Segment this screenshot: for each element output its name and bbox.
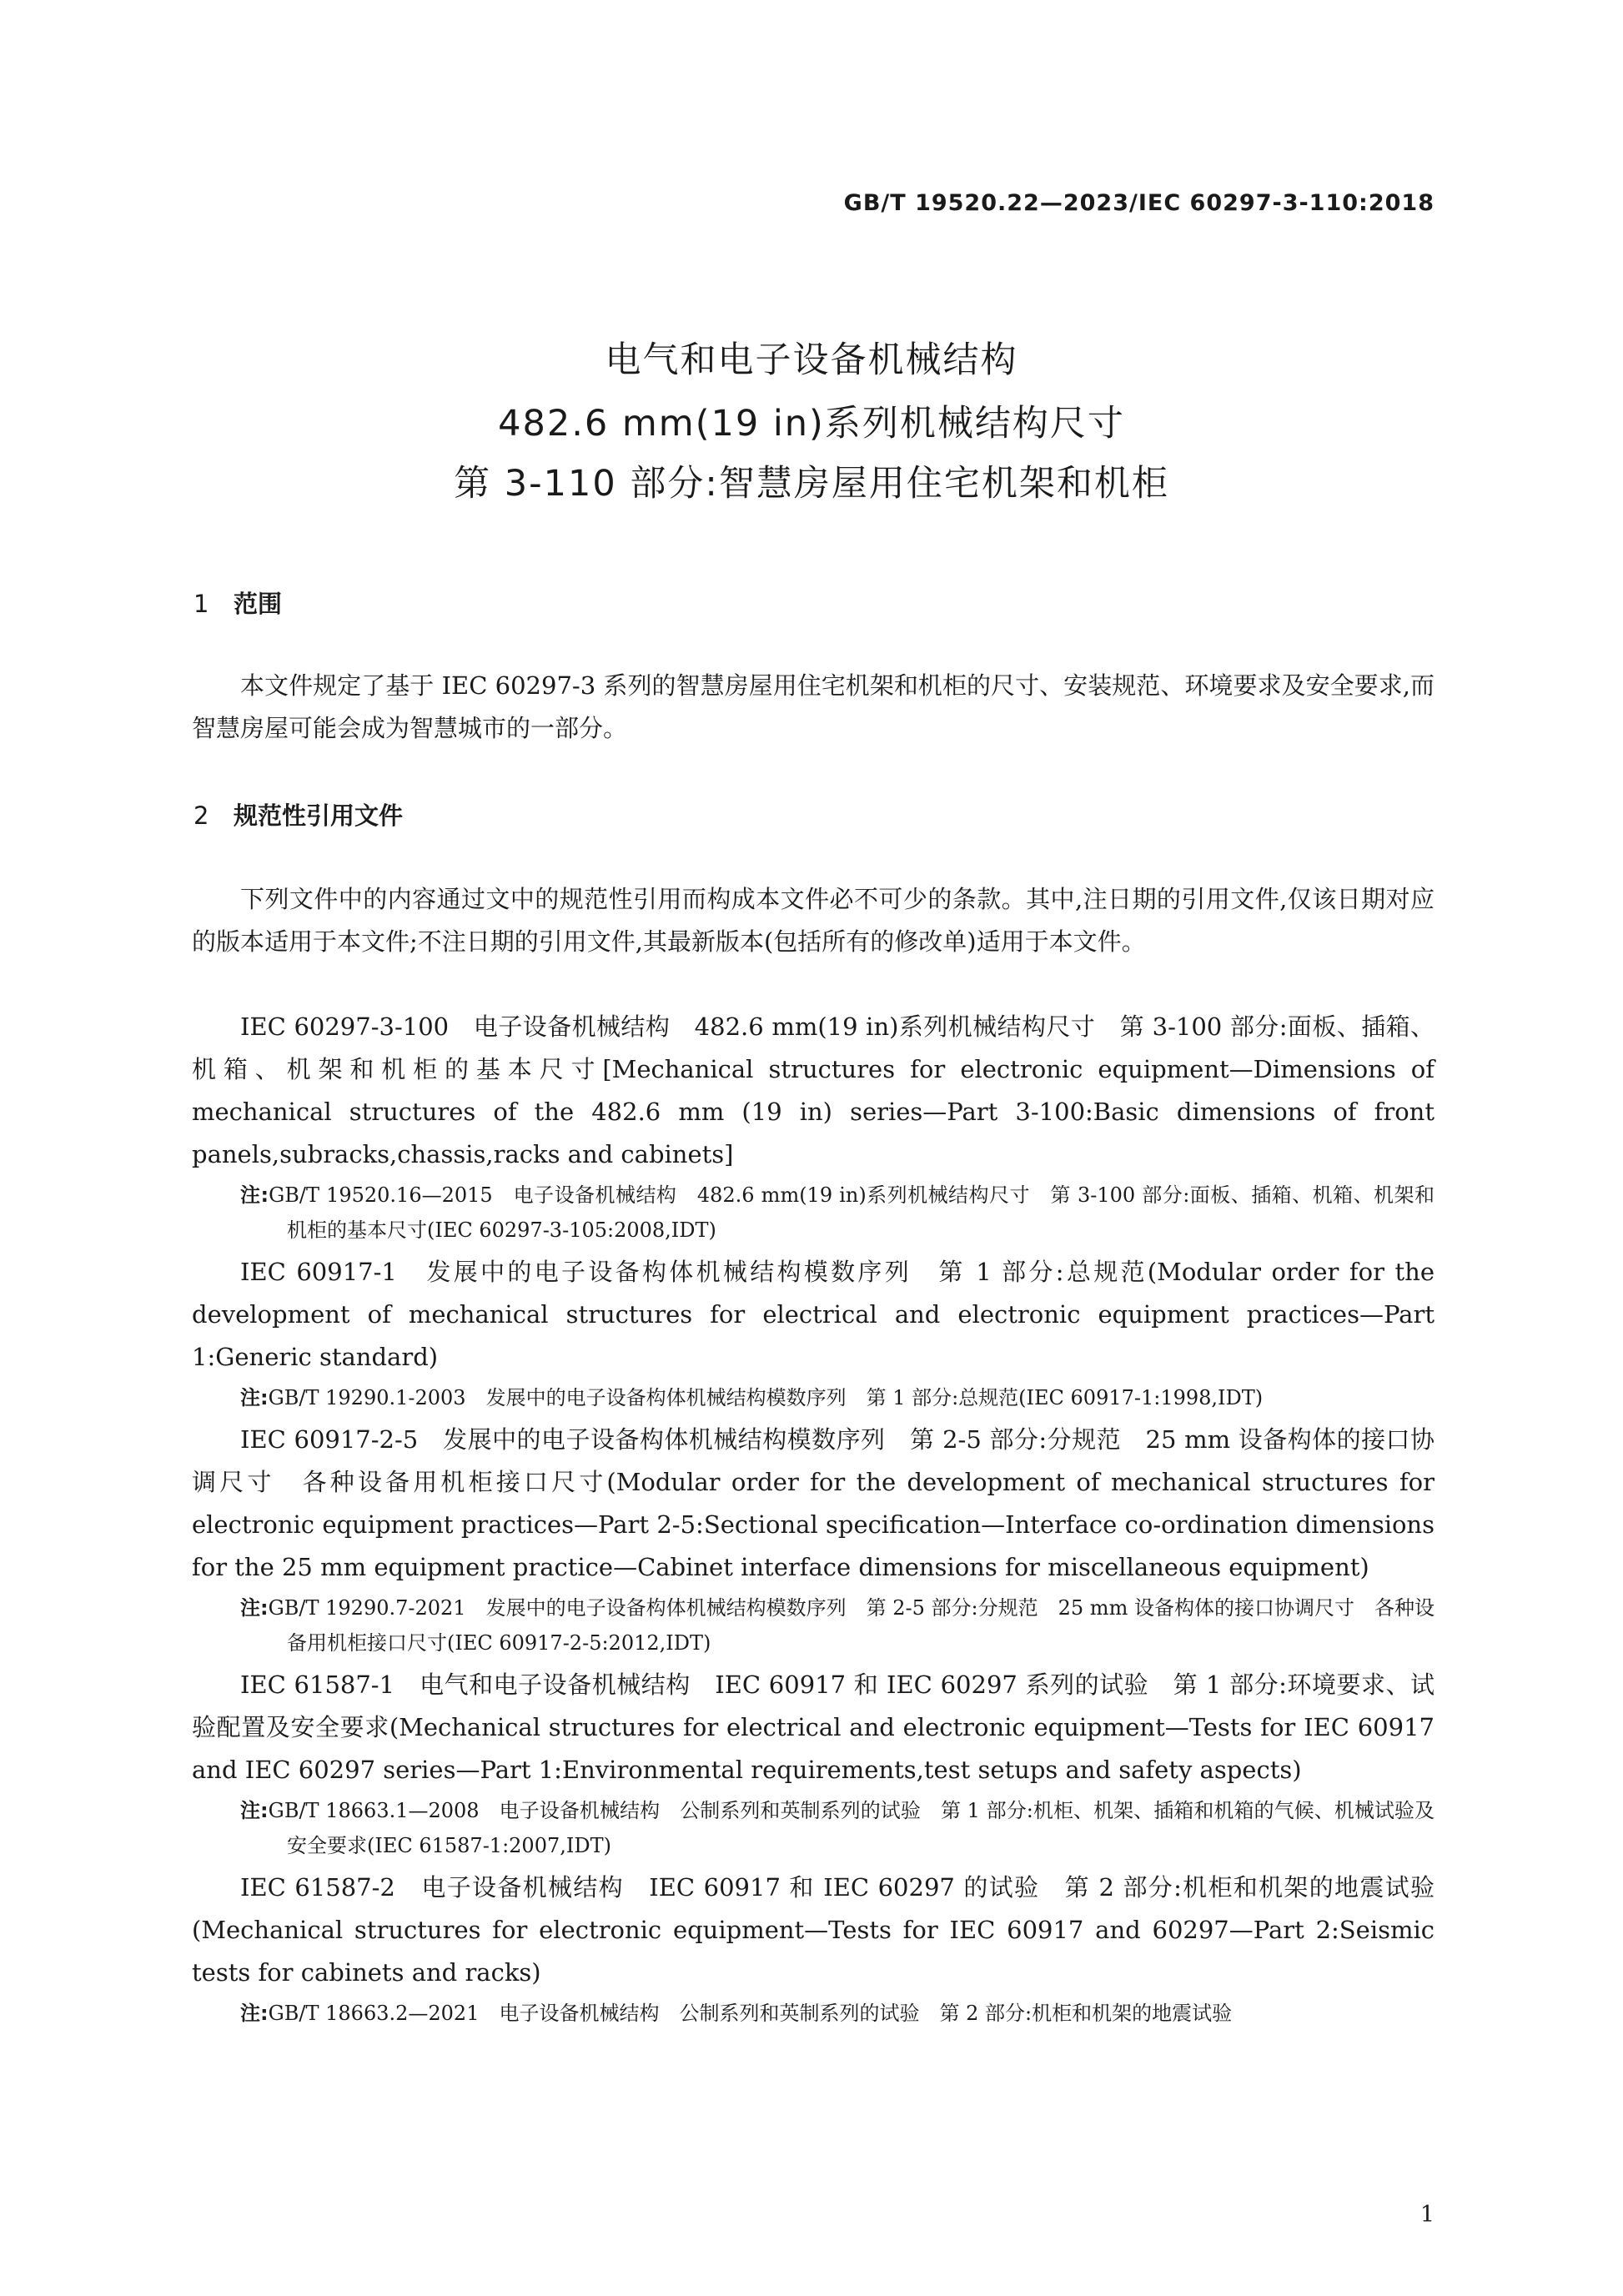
note-label: 注: [240, 1386, 269, 1409]
reference-entry: IEC 61587-1 电气和电子设备机械结构 IEC 60917 和 IEC 60297 系列的试验 第 1 部分:环境要求、试验配置及安全要求(Mechanical structures for electrical and electronic equipment—Tests for IEC 60917 and IEC 60297 series—Part 1:Environmental requirements,test setups and safety aspects) [192, 1671, 1435, 1784]
note-label: 注: [240, 1799, 269, 1822]
note-text: GB/T 18663.2—2021 电子设备机械结构 公制系列和英制系列的试验 第 2 部分:机柜和机架的地震试验 [268, 2002, 1233, 2025]
reference-entry: IEC 60297-3-100 电子设备机械结构 482.6 mm(19 in)系列机械结构尺寸 第 3-100 部分:面板、插箱、机箱、机架和机柜的基本尺寸[Mechanical structures for electronic equipment—Dimensions of mechanical structures of the 482.6 mm (19 in) series—Part 3-100:Basic dimensions of front panels,subracks,chassis,racks and cabinets] [192, 1012, 1435, 1168]
reference-note [240, 1590, 1435, 1660]
standard-code: GB/T 19520.22—2023/IEC 60297-3-110:2018 [843, 190, 1435, 216]
section-1-heading [193, 585, 282, 620]
section-1-number: 1 [193, 590, 209, 618]
note-label: 注: [240, 2002, 269, 2025]
title-line-2: 482.6 mm(19 in)系列机械结构尺寸 [498, 403, 1125, 445]
note-label: 注: [240, 1183, 269, 1207]
reference-list [192, 1006, 1435, 2034]
reference-note [240, 1793, 1435, 1863]
scope-paragraph: 本文件规定了基于 IEC 60297-3 系列的智慧房屋用住宅机架和机柜的尺寸、安装规范、环境要求及安全要求,而智慧房屋可能会成为智慧城市的一部分。 [192, 671, 1435, 742]
reference-entry: IEC 60917-1 发展中的电子设备构体机械结构模数序列 第 1 部分:总规范(Modular order for the development of mechanical structures for electrical and electronic equipment practices—Part 1:Generic standard) [192, 1258, 1435, 1371]
reference-note [240, 1380, 1435, 1415]
reference-note [240, 1996, 1435, 2031]
note-text: GB/T 19290.7-2021 发展中的电子设备构体机械结构模数序列 第 2-5 部分:分规范 25 mm 设备构体的接口协调尺寸 各种设备用机柜接口尺寸(IEC 60917-2-5:2012,IDT) [268, 1596, 1435, 1655]
note-text: GB/T 18663.1—2008 电子设备机械结构 公制系列和英制系列的试验 第 1 部分:机柜、机架、插箱和机箱的气候、机械试验及安全要求(IEC 61587-1:2007,IDT) [268, 1799, 1435, 1857]
title-line-3: 第 3-110 部分:智慧房屋用住宅机架和机柜 [454, 463, 1169, 505]
reference-entry: IEC 60917-2-5 发展中的电子设备构体机械结构模数序列 第 2-5 部分:分规范 25 mm 设备构体的接口协调尺寸 各种设备用机柜接口尺寸(Modular order for the development of mechanical structures for electronic equipment practices—Part 2-5:Sectional specification—Interface co-ordination dimensions for the 25 mm equipment practice—Cabinet interface dimensions for miscellaneous equipment) [192, 1425, 1435, 1581]
references-intro-paragraph: 下列文件中的内容通过文中的规范性引用而构成本文件必不可少的条款。其中,注日期的引用文件,仅该日期对应的版本适用于本文件;不注日期的引用文件,其最新版本(包括所有的修改单)适用于本文件。 [192, 885, 1435, 956]
note-label: 注: [240, 1596, 269, 1620]
section-2-title: 规范性引用文件 [234, 801, 404, 830]
reference-entry: IEC 61587-2 电子设备机械结构 IEC 60917 和 IEC 60297 的试验 第 2 部分:机柜和机架的地震试验(Mechanical structures for electronic equipment—Tests for IEC 60917 and 60297—Part 2:Seismic tests for cabinets and racks) [192, 1873, 1435, 1987]
section-2-heading [193, 797, 403, 831]
section-1-title: 范围 [234, 590, 283, 618]
note-text: GB/T 19520.16—2015 电子设备机械结构 482.6 mm(19 in)系列机械结构尺寸 第 3-100 部分:面板、插箱、机箱、机架和机柜的基本尺寸(IEC 60297-3-105:2008,IDT) [269, 1183, 1435, 1242]
title-line-1: 电气和电子设备机械结构 [605, 339, 1018, 381]
page-number: 1 [1419, 2202, 1435, 2228]
section-2-number: 2 [193, 801, 209, 830]
reference-note [240, 1178, 1435, 1248]
note-text: GB/T 19290.1-2003 发展中的电子设备构体机械结构模数序列 第 1 部分:总规范(IEC 60917-1:1998,IDT) [268, 1386, 1264, 1409]
